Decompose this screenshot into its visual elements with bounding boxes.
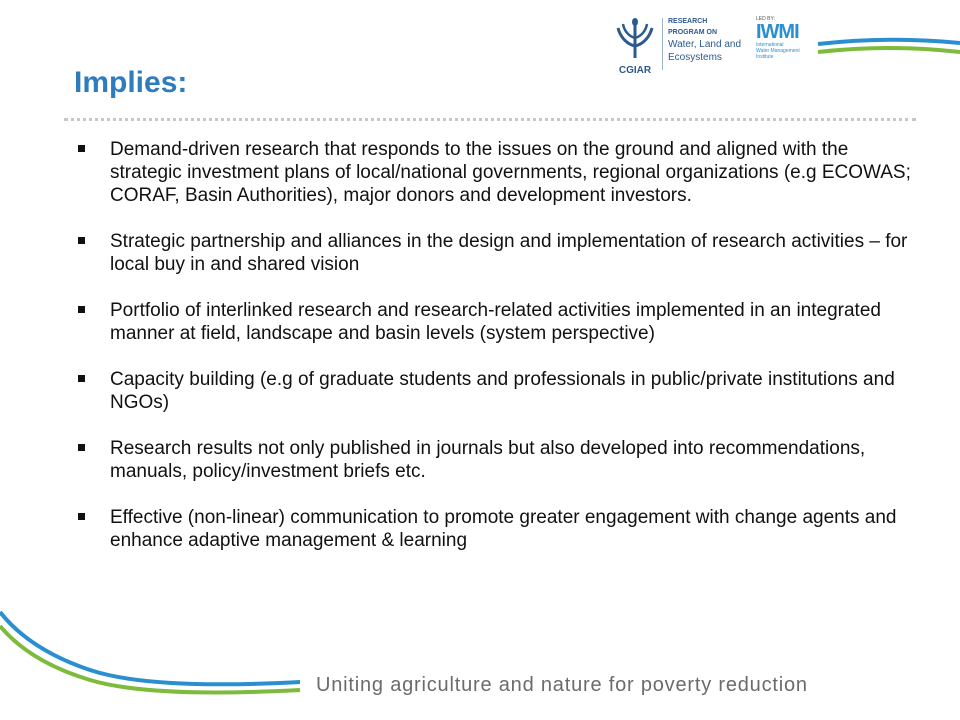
bullet-item: [74, 368, 924, 414]
slide-title: Implies:: [74, 66, 188, 99]
bullet-text: Capacity building (e.g of graduate students and professionals in public/private institutions and NGOs): [110, 369, 895, 413]
square-bullet-icon: [78, 444, 85, 451]
bullet-item: [74, 230, 924, 276]
bullet-item: [74, 299, 924, 345]
square-bullet-icon: [78, 306, 85, 313]
program-line-3: Water, Land and: [668, 39, 742, 50]
footer-tagline: Uniting agriculture and nature for poverty reduction: [316, 674, 808, 696]
led-by-label: LED BY:: [756, 16, 775, 22]
bullet-list: [74, 138, 924, 552]
iwmi-sub-3: Institute: [756, 54, 774, 60]
bullet-text: Research results not only published in journals but also developed into recommendations, manuals, policy/investment briefs etc.: [110, 438, 866, 482]
program-line-4: Ecosystems: [668, 52, 722, 63]
program-line-1: RESEARCH: [668, 18, 708, 25]
cgiar-label: CGIAR: [618, 65, 652, 76]
bullet-text: Effective (non-linear) communication to promote greater engagement with change agents and enhance adaptive management & learning: [110, 507, 897, 551]
footer-swoosh-decoration: [0, 590, 320, 720]
program-line-2: PROGRAM ON: [668, 29, 717, 36]
iwmi-label: IWMI: [756, 21, 799, 43]
bullet-text: Demand-driven research that responds to the issues on the ground and aligned with the strategic investment plans of local/national governments, regional organizations (e.g ECOWAS; CORAF, Basin Authorities), major donors and development investors.: [110, 139, 911, 206]
bullet-item: [74, 437, 924, 483]
bullet-text: Portfolio of interlinked research and research-related activities implemented in an integrated manner at field, landscape and basin levels (system perspective): [110, 300, 881, 344]
title-divider: [64, 118, 916, 121]
cgiar-logo-icon: [612, 16, 658, 76]
bullet-text: Strategic partnership and alliances in the design and implementation of research activities – for local buy in and shared vision: [110, 231, 908, 275]
logo-divider: [662, 18, 663, 70]
bullet-item: [74, 506, 924, 552]
square-bullet-icon: [78, 145, 85, 152]
square-bullet-icon: [78, 375, 85, 382]
bullet-item: [74, 138, 924, 207]
iwmi-logo-icon: [756, 16, 816, 70]
square-bullet-icon: [78, 237, 85, 244]
iwmi-sub-2: Water Management: [756, 48, 800, 54]
iwmi-sub-1: International: [756, 42, 784, 48]
square-bullet-icon: [78, 513, 85, 520]
wle-program-logo: [668, 16, 752, 64]
